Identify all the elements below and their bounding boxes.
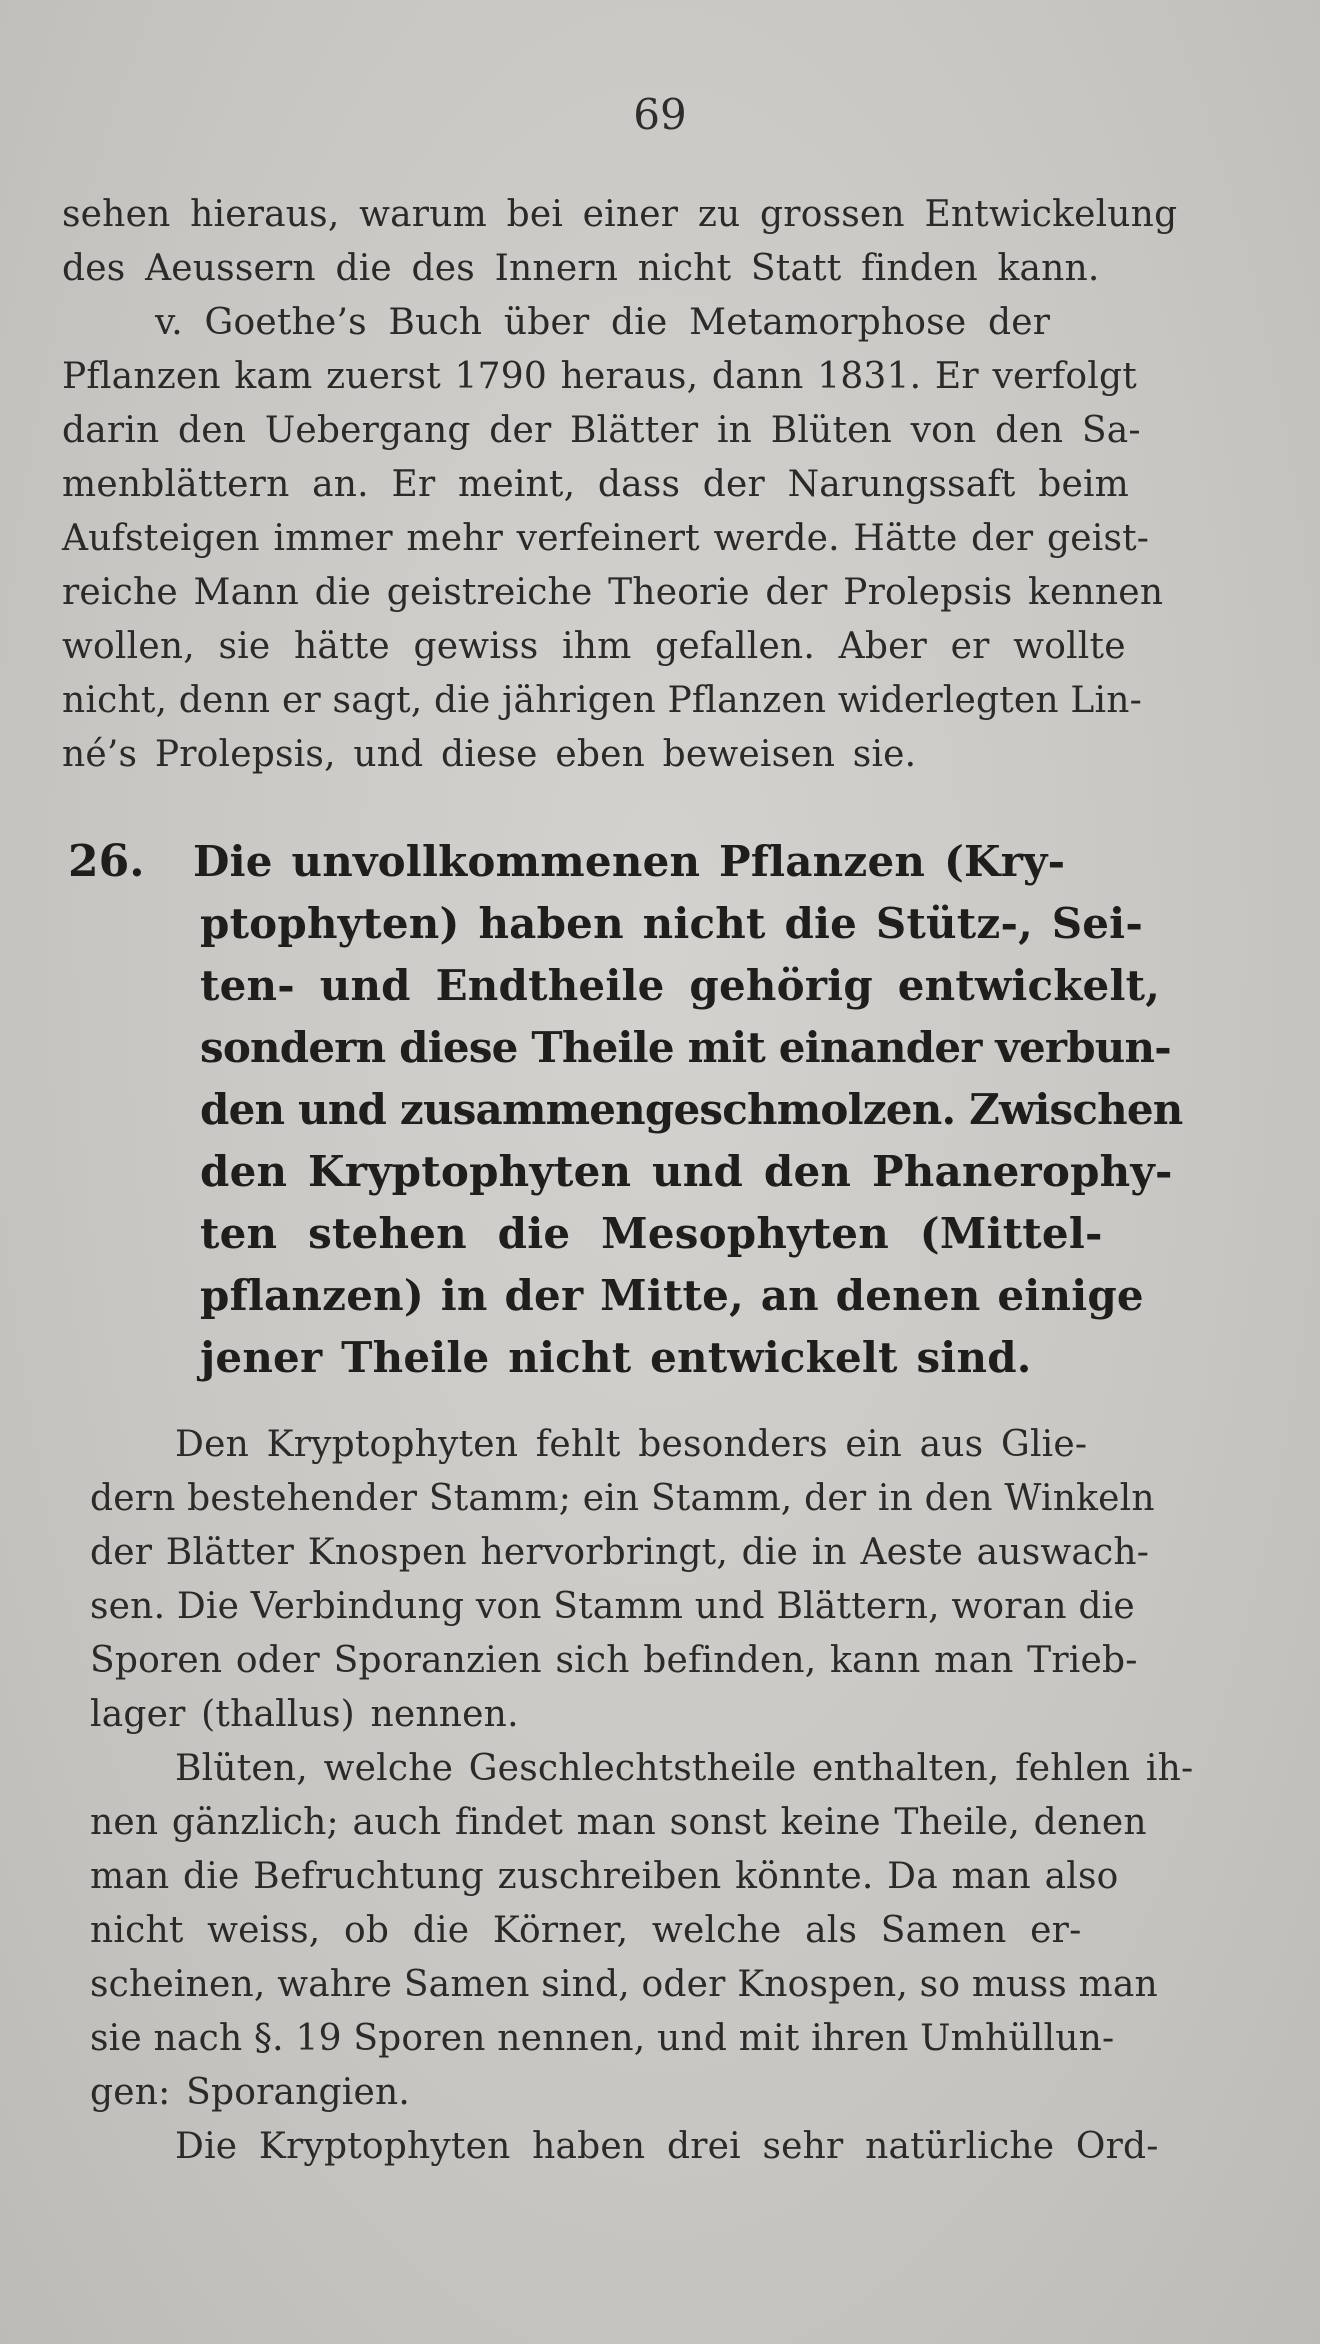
text-line: nicht weiss, ob die Körner, welche als Samen er- xyxy=(90,1910,1082,1951)
text-line: v. Goethe’s Buch über die Metamorphose der xyxy=(155,302,1051,343)
text-line: Blüten, welche Geschlechtstheile enthalten, fehlen ih- xyxy=(175,1748,1194,1789)
text-line: scheinen, wahre Samen sind, oder Knospen, so muss man xyxy=(90,1964,1158,2005)
text-line: sen. Die Verbindung von Stamm und Blättern, woran die xyxy=(90,1586,1135,1627)
text-line: reiche Mann die geistreiche Theorie der Prolepsis kennen xyxy=(62,572,1164,613)
text-line: darin den Uebergang der Blätter in Blüten von den Sa- xyxy=(62,410,1141,451)
section-text-line: ptophyten) haben nicht die Stütz-, Sei- xyxy=(200,899,1143,948)
section-text-line: Die unvollkommenen Pflanzen (Kry- xyxy=(193,837,1066,886)
text-line: Den Kryptophyten fehlt besonders ein aus Glie- xyxy=(175,1424,1088,1465)
text-line: wollen, sie hätte gewiss ihm gefallen. Aber er wollte xyxy=(62,626,1126,667)
text-line: Sporen oder Sporanzien sich befinden, kann man Trieb- xyxy=(90,1640,1138,1681)
text-line: Pflanzen kam zuerst 1790 heraus, dann 1831. Er verfolgt xyxy=(62,356,1137,397)
text-line: Aufsteigen immer mehr verfeinert werde. Hätte der geist- xyxy=(62,518,1150,559)
section-text-line: ten stehen die Mesophyten (Mittel- xyxy=(200,1209,1103,1258)
text-line: man die Befruchtung zuschreiben könnte. Da man also xyxy=(90,1856,1119,1897)
text-line: né’s Prolepsis, und diese eben beweisen sie. xyxy=(62,734,917,775)
text-line: des Aeussern die des Innern nicht Statt finden kann. xyxy=(62,248,1100,289)
text-line: lager (thallus) nennen. xyxy=(90,1694,519,1735)
text-line: dern bestehender Stamm; ein Stamm, der in den Winkeln xyxy=(90,1478,1155,1519)
text-line: menblättern an. Er meint, dass der Narungssaft beim xyxy=(62,464,1130,505)
section-text-line: den und zusammengeschmolzen. Zwischen xyxy=(200,1085,1183,1134)
section-text-line: jener Theile nicht entwickelt sind. xyxy=(200,1333,1032,1382)
section-text-line: den Kryptophyten und den Phanerophy- xyxy=(200,1147,1173,1196)
section-text-line: pflanzen) in der Mitte, an denen einige xyxy=(200,1271,1144,1320)
text-line: sie nach §. 19 Sporen nennen, und mit ihren Umhüllun- xyxy=(90,2018,1115,2059)
text-line: nicht, denn er sagt, die jährigen Pflanzen widerlegten Lin- xyxy=(62,680,1143,721)
page-number: 69 xyxy=(633,90,687,139)
text-line: der Blätter Knospen hervorbringt, die in Aeste auswach- xyxy=(90,1532,1150,1573)
text-line: nen gänzlich; auch findet man sonst keine Theile, denen xyxy=(90,1802,1147,1843)
section-number: 26. xyxy=(68,836,145,887)
text-line: Die Kryptophyten haben drei sehr natürliche Ord- xyxy=(175,2126,1159,2167)
section-text-line: ten- und Endtheile gehörig entwickelt, xyxy=(200,961,1161,1010)
section-text-line: sondern diese Theile mit einander verbun- xyxy=(200,1023,1171,1072)
text-line: gen: Sporangien. xyxy=(90,2072,411,2113)
text-line: sehen hieraus, warum bei einer zu grossen Entwickelung xyxy=(62,194,1178,235)
